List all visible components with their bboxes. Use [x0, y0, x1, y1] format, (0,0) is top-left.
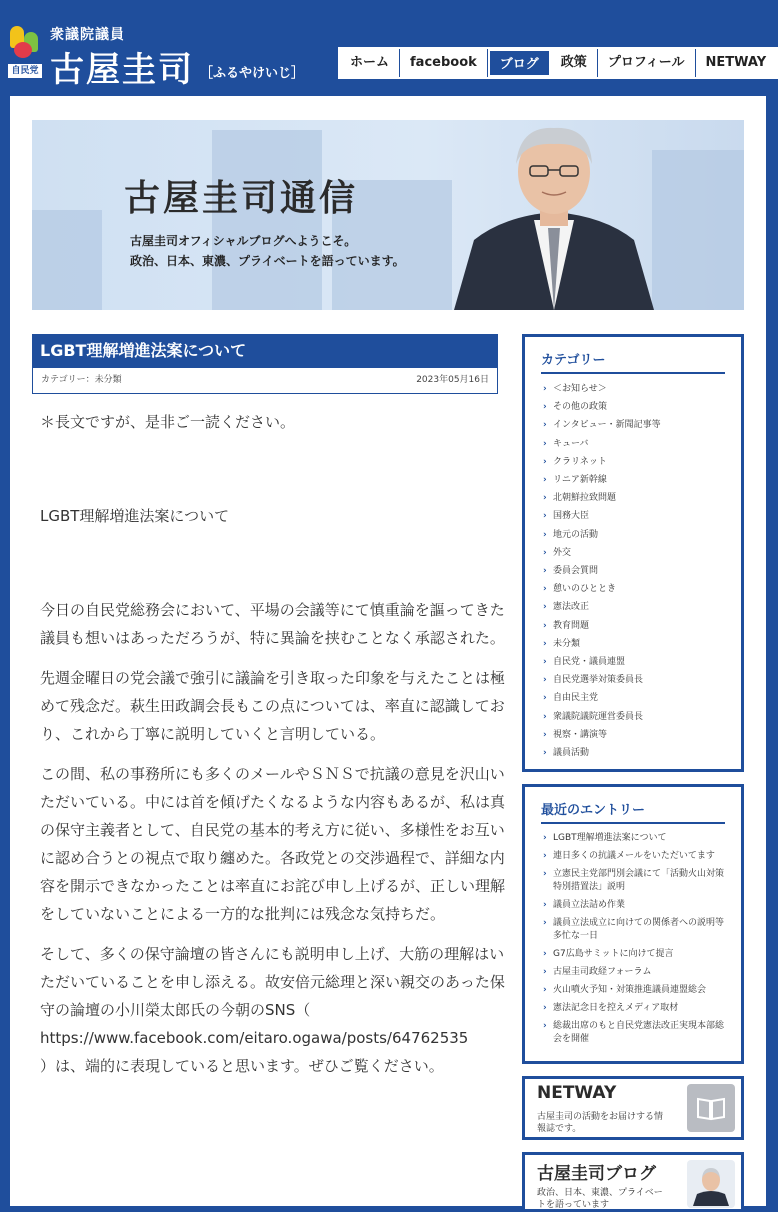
nav-netway[interactable]: NETWAY: [696, 49, 777, 77]
recent-entries-list: [525, 824, 741, 1057]
main-nav: [338, 47, 778, 79]
category-item[interactable]: › 自由民主党: [541, 689, 727, 707]
nav-profile[interactable]: プロフィール: [598, 49, 696, 77]
article-paragraph: ＊長文ですが、是非ご一読ください。: [40, 413, 296, 431]
category-item[interactable]: › 自民党・議員連盟: [541, 653, 727, 671]
category-item[interactable]: › 地元の活動: [541, 526, 727, 544]
article-title[interactable]: LGBT理解増進法案について: [32, 334, 498, 368]
category-item[interactable]: › 視察・講演等: [541, 726, 727, 744]
category-item[interactable]: › 外交: [541, 544, 727, 562]
site-role: 衆議院議員: [50, 27, 125, 43]
article-link[interactable]: https://www.facebook.com/eitaro.ogawa/posts/64762535: [40, 1029, 469, 1047]
recent-entry[interactable]: › 連日多くの抗議メールをいただいてます: [541, 848, 727, 866]
site-title[interactable]: 古屋圭司: [50, 50, 194, 90]
category-item[interactable]: › リニア新幹線: [541, 471, 727, 489]
category-item[interactable]: › 教育問題: [541, 617, 727, 635]
blog-promo-title: 古屋圭司ブログ: [537, 1164, 656, 1184]
party-logo[interactable]: [8, 22, 42, 80]
category-item[interactable]: › 憲法改正: [541, 598, 727, 616]
article-paragraph: この間、私の事務所にも多くのメールやＳＮＳで抗議の意見を沢山いただいている。中には首を傾げたくなるような内容もあるが、私は真の保守主義者として、自民党の基本的考え方に従い、多様性をお互いに認め合うとの視点で取り纏めた。各政党との交渉過程で、詳細な内容を開示できなかったことは率直にお詫び申し上げるが、正しい理解をしていないことによる一方的な批判には残念な気持ちだ。: [40, 765, 506, 923]
banner-title: 古屋圭司通信: [124, 177, 359, 219]
category-item[interactable]: › 衆議院議院運営委員長: [541, 708, 727, 726]
recent-entry[interactable]: › 議員立法詰め作業: [541, 897, 727, 915]
recent-entry[interactable]: › 立憲民主党部門別会議にて「活動火山対策特別措置法」説明: [541, 866, 727, 897]
category-item[interactable]: › 委員会質問: [541, 562, 727, 580]
category-item[interactable]: › 議員活動: [541, 744, 727, 762]
blog-banner: [32, 120, 744, 310]
blog-promo-description: 政治、日本、東濃、プライベートを語っています: [537, 1188, 663, 1210]
recent-entry[interactable]: › 古屋圭司政経フォーラム: [541, 964, 727, 982]
recent-entry[interactable]: › 憲法記念日を控えメディア取材: [541, 1000, 727, 1018]
category-title: カテゴリー: [541, 349, 725, 374]
category-item[interactable]: › 憩いのひととき: [541, 580, 727, 598]
page-content: [10, 96, 766, 1210]
recent-entry[interactable]: › 議員立法成立に向けての関係者への説明等多忙な一日: [541, 915, 727, 946]
recent-entries-box: [522, 784, 744, 1064]
portrait-photo: [444, 120, 664, 310]
nav-blog[interactable]: ブログ: [488, 49, 551, 77]
recent-entries-title: 最近のエントリー: [541, 799, 725, 824]
recent-entry[interactable]: › G7広島サミットに向けて提言: [541, 946, 727, 964]
site-header: [0, 0, 776, 96]
category-item[interactable]: › キューバ: [541, 435, 727, 453]
party-badge: 自民党: [8, 64, 42, 78]
category-item[interactable]: › 未分類: [541, 635, 727, 653]
netway-title: NETWAY: [537, 1083, 617, 1103]
article-body: [40, 408, 510, 1092]
nav-facebook[interactable]: facebook: [400, 49, 488, 77]
category-item[interactable]: › インタビュー・新聞記事等: [541, 416, 727, 434]
article-paragraph: LGBT理解増進法案について: [40, 507, 230, 525]
category-item[interactable]: › 北朝鮮拉致問題: [541, 489, 727, 507]
banner-subtitle: 政治、日本、東濃、プライベートを語っています。: [130, 254, 405, 268]
netway-description: 古屋圭司の活動をお届けする情報誌です。: [537, 1112, 664, 1134]
article-category[interactable]: カテゴリー：未分類: [41, 375, 122, 385]
recent-entry[interactable]: › LGBT理解増進法案について: [541, 830, 727, 848]
category-item[interactable]: › その他の政策: [541, 398, 727, 416]
article-paragraph: 先週金曜日の党会議で強引に議論を引き取った印象を与えたことは極めて残念だ。萩生田政調会長もこの点については、率直に認識しており、これから丁寧に説明していくと言明している。: [40, 669, 506, 743]
blog-promo[interactable]: [522, 1152, 744, 1212]
banner-subtitle: 古屋圭司オフィシャルブログへようこそ。: [130, 234, 357, 248]
category-list: [525, 374, 741, 770]
logo-figure-icon: [14, 42, 32, 58]
recent-entry[interactable]: › 総裁出席のもと自民党憲法改正実現本部総会を開催: [541, 1018, 727, 1049]
recent-entry[interactable]: › 火山噴火予知・対策推進議員連盟総会: [541, 982, 727, 1000]
blog-avatar: [687, 1160, 735, 1208]
category-item[interactable]: › クラリネット: [541, 453, 727, 471]
nav-policy[interactable]: 政策: [551, 49, 598, 77]
article-text: そして、多くの保守論壇の皆さんにも説明申し上げ、大筋の理解はいただいていることを申し添える。故安倍元総理と深い親交のあった保守の論壇の小川榮太郎氏の今朝のSNS（: [40, 945, 505, 1019]
article-text: ）は、端的に表現していると思います。ぜひご覧ください。: [40, 1057, 444, 1075]
category-item[interactable]: › ＜お知らせ＞: [541, 380, 727, 398]
article-date: 2023年05月16日: [416, 375, 489, 385]
category-item[interactable]: › 国務大臣: [541, 507, 727, 525]
article-paragraph: 今日の自民党総務会において、平場の会議等にて慎重論を謳ってきた議員も想いはあっただろうが、特に異論を挟むことなく承認された。: [40, 601, 505, 647]
book-icon: [687, 1084, 735, 1132]
netway-promo[interactable]: [522, 1076, 744, 1140]
category-item[interactable]: › 自民党選挙対策委員長: [541, 671, 727, 689]
category-box: [522, 334, 744, 772]
article-meta: [32, 368, 498, 394]
site-title-kana: ［ふるやけいじ］: [200, 66, 305, 81]
nav-home[interactable]: ホーム: [340, 49, 400, 77]
article-paragraph: [40, 940, 510, 1080]
